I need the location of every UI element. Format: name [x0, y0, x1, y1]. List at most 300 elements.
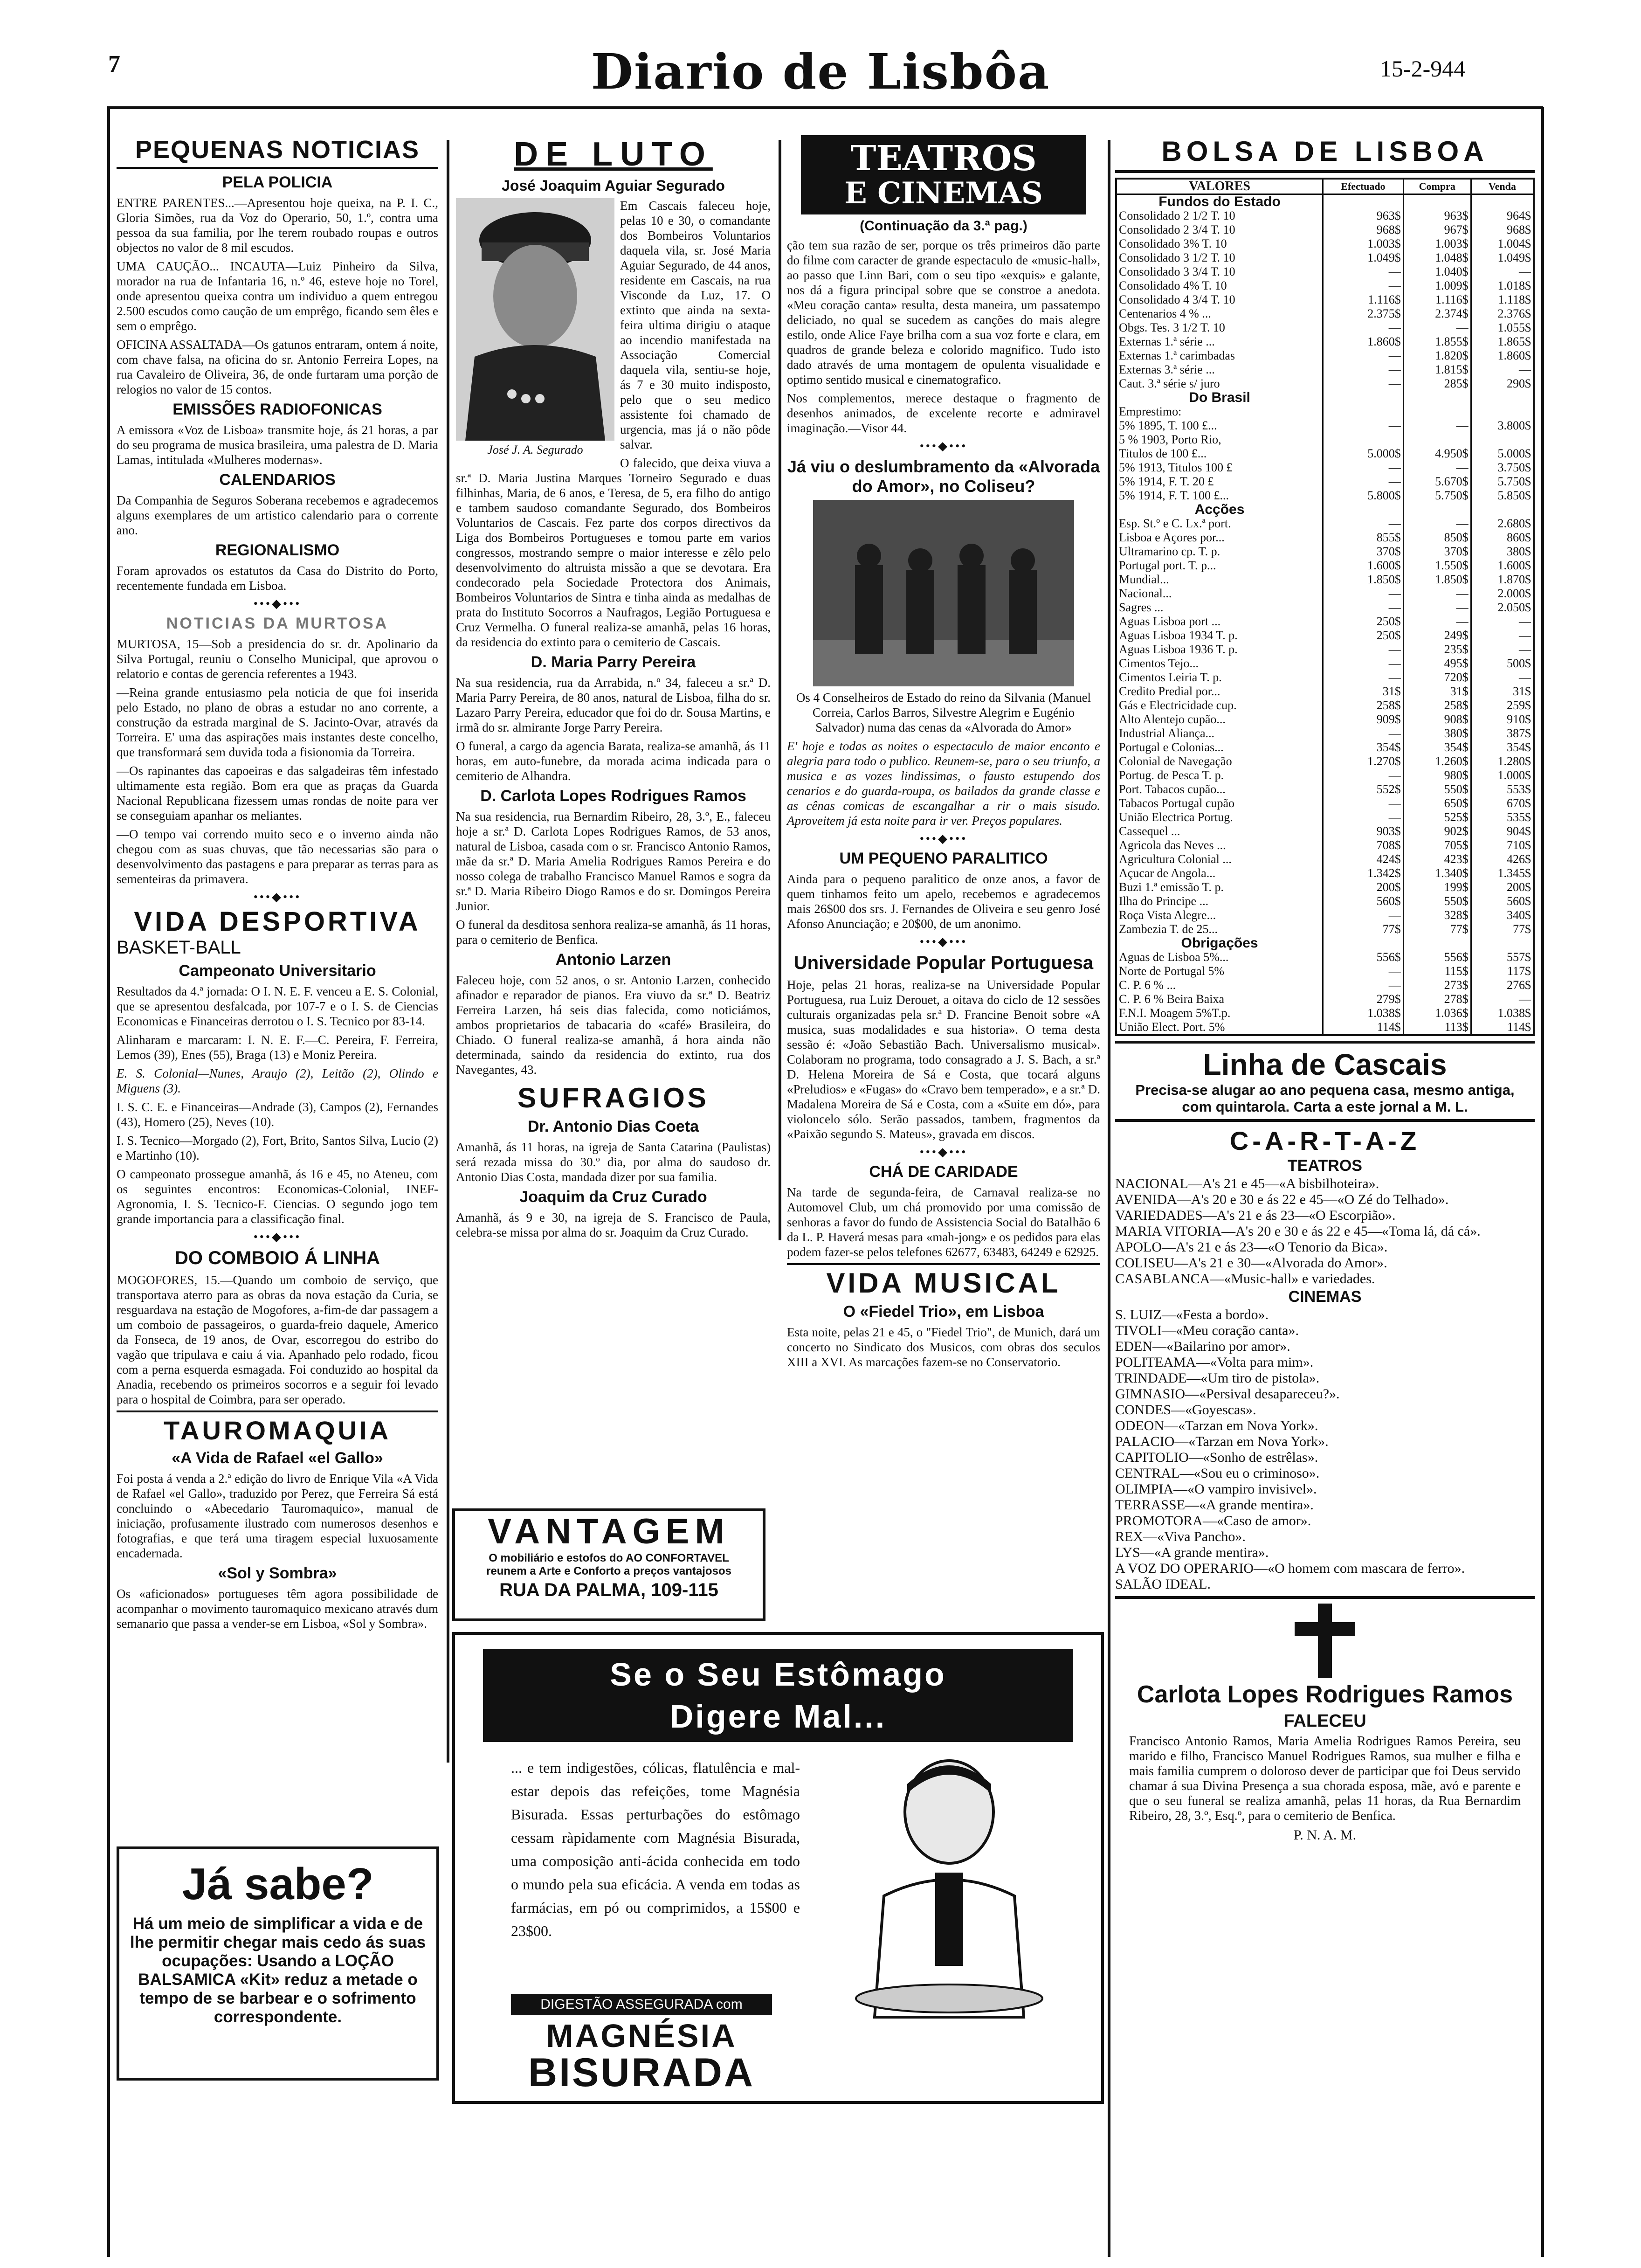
bolsa-security-name: Roça Vista Alegre... — [1119, 908, 1216, 922]
bolsa-section-row — [1116, 936, 1534, 950]
bolsa-price: 3.800$ — [1471, 419, 1534, 433]
bolsa-price: 557$ — [1471, 950, 1534, 964]
bolsa-price: — — [1323, 796, 1404, 810]
section-title-tauromaquia: TAUROMAQUIA — [117, 1411, 438, 1445]
bolsa-price: 4.950$ — [1403, 447, 1471, 461]
bolsa-row — [1116, 223, 1534, 237]
bolsa-price: 980$ — [1403, 768, 1471, 782]
subhead-sol-y-sombra: «Sol y Sombra» — [218, 1564, 337, 1582]
article-paragraph: O funeral da desditosa senhora realiza-se amanhã, ás 11 horas, para o cemiterio de Benfica. — [456, 918, 771, 947]
bolsa-row — [1116, 587, 1534, 601]
article-paragraph: —O tempo vai correndo muito seco e o inverno ainda não chegou com as suas chuvas, que tão necessarias são para o desenvolvimento das pastagens e para preparar as terras para as sementeiras da primavera. — [117, 827, 438, 886]
article-paragraph: Ainda para o pequeno paralitico de onze anos, a favor de quem tinhamos feito um apelo, recebemos e agradecemos mais 26$00 dos srs. J. Fernandes de Oliveira e seu genro José Afonso Anunciação; e 20$00, de um anonimo. — [787, 872, 1100, 931]
bolsa-price: — — [1323, 726, 1404, 740]
ad-ja-sabe-title: Já sabe? — [182, 1859, 374, 1909]
bolsa-price: 552$ — [1323, 782, 1404, 796]
bolsa-price: 1.865$ — [1471, 335, 1534, 349]
death-faleceu: FALECEU — [1283, 1711, 1366, 1731]
bolsa-price: 77$ — [1403, 922, 1471, 936]
bolsa-price: 550$ — [1403, 894, 1471, 908]
bolsa-price: 850$ — [1403, 531, 1471, 545]
bolsa-price: 968$ — [1323, 223, 1404, 237]
masthead-title: Diario de Lisbôa — [591, 43, 1050, 100]
subhead-fiedel: O «Fiedel Trio», em Lisboa — [843, 1303, 1044, 1321]
teatros-label: TEATROS — [1288, 1157, 1362, 1175]
bolsa-price: 1.116$ — [1403, 293, 1471, 307]
bolsa-price: 909$ — [1323, 712, 1404, 726]
bolsa-row — [1116, 405, 1534, 419]
bolsa-price: — — [1323, 377, 1404, 391]
bolsa-price: 963$ — [1323, 209, 1404, 223]
bolsa-header-cell: VALORES — [1116, 179, 1323, 194]
bolsa-section-label: Acções — [1194, 502, 1245, 517]
bolsa-row — [1116, 517, 1534, 531]
obituary-name: D. Carlota Lopes Rodrigues Ramos — [480, 787, 746, 805]
cartaz-teatro-entry: NACIONAL—A's 21 e 45—«A bisbilhoteira». — [1115, 1176, 1379, 1191]
bolsa-price: 354$ — [1403, 740, 1471, 754]
bolsa-section-row — [1116, 391, 1534, 405]
bolsa-price: 556$ — [1323, 950, 1404, 964]
bolsa-price: 31$ — [1403, 685, 1471, 698]
cartaz-cinema-entry: REX—«Viva Pancho». — [1115, 1529, 1246, 1544]
bolsa-row — [1116, 671, 1534, 685]
bolsa-security-name: 5% 1914, F. T. 20 £ — [1119, 475, 1214, 488]
bolsa-security-name: Buzi 1.ª emissão T. p. — [1119, 880, 1224, 894]
bolsa-price: — — [1323, 475, 1404, 489]
bolsa-price: 1.345$ — [1471, 866, 1534, 880]
bolsa-section-label: Do Brasil — [1189, 390, 1250, 405]
article-paragraph: Foram aprovados os estatutos da Casa do Distrito do Porto, recentemente fundada em Lisboa. — [117, 564, 438, 593]
bolsa-price: 1.003$ — [1323, 237, 1404, 251]
column-rule-1 — [447, 140, 449, 1763]
bolsa-price: 495$ — [1403, 657, 1471, 671]
bolsa-security-name: Agricola das Neves ... — [1119, 838, 1226, 852]
section-title-sufragios: SUFRAGIOS — [517, 1082, 709, 1113]
bolsa-price: 273$ — [1403, 978, 1471, 992]
bolsa-price: 556$ — [1403, 950, 1471, 964]
cartaz-cinema-entry: EDEN—«Bailarino por amor». — [1115, 1339, 1290, 1354]
bolsa-price: 1.049$ — [1471, 251, 1534, 265]
cartaz-teatro-entry: COLISEU—A's 21 e 30—«Alvorada do Amor». — [1115, 1255, 1387, 1271]
bolsa-security-name: Ilha do Principe ... — [1119, 894, 1209, 908]
bolsa-row — [1116, 307, 1534, 321]
bolsa-row — [1116, 545, 1534, 559]
bolsa-price: 5.750$ — [1403, 489, 1471, 503]
bolsa-price: 710$ — [1471, 838, 1534, 852]
bolsa-price: 1.855$ — [1403, 335, 1471, 349]
bolsa-price: 200$ — [1323, 880, 1404, 894]
section-title-luto: DE LUTO — [514, 136, 713, 173]
bolsa-price: 199$ — [1403, 880, 1471, 894]
subhead-policia: PELA POLICIA — [222, 173, 333, 191]
bolsa-row — [1116, 349, 1534, 363]
bolsa-row — [1116, 489, 1534, 503]
ad-vantagem-address: RUA DA PALMA, 109-115 — [499, 1580, 718, 1600]
article-paragraph: Na sua residencia, rua da Arrabida, n.º 34, faleceu a sr.ª D. Maria Parry Pereira, de 80 anos, natural de Lisboa, filha do sr. Lazaro Parry Pereira, educador que foi do dr. Sousa Martins, e irmã do sr. almirante Jorge Parry Pereira. — [456, 676, 771, 734]
bolsa-security-name: Aguas Lisboa port ... — [1119, 615, 1221, 628]
bolsa-row — [1116, 629, 1534, 643]
bolsa-security-name: União Elect. Port. 5% — [1119, 1020, 1225, 1034]
bolsa-price: 1.342$ — [1323, 866, 1404, 880]
bolsa-row — [1116, 810, 1534, 824]
bolsa-security-name: Colonial de Navegação — [1119, 754, 1232, 768]
bolsa-price: — — [1323, 671, 1404, 685]
bolsa-row — [1116, 824, 1534, 838]
cartaz-cinema-entry: PROMOTORA—«Caso de amor». — [1115, 1513, 1311, 1528]
article-paragraph: O falecido, que deixa viuva a sr.ª D. Maria Justina Marques Torneiro Segurado e duas filhinhas, Maria, de 6 anos, e Teresa, de 5, era filho do antigo e tambem saudoso comandante Segurado, dos Bombeiros Voluntarios de Cascais. Fez parte dos corpos directivos da Liga dos Bombeiros Portugueses e tomou parte em varios congressos, mostrando sempre o maior interesse e zêlo pelo desenvolvimento do altruista missão a que se devotara. Era condecorado pela Sociedade Protectora dos Animais, Bombeiros Voluntarios de Sintra e tinha ainda as medalhas de prata do Instituto Socorros a Naufragos, Legião Portuguesa e Cruz Vermelha. O funeral realiza-se amanhã, pelas 16 horas, da residencia do extinto para o cemiterio de Cascais. — [456, 456, 771, 649]
bolsa-row — [1116, 908, 1534, 922]
bolsa-row — [1116, 894, 1534, 908]
bolsa-security-name: Consolidado 3% T. 10 — [1119, 237, 1227, 250]
article-paragraph: O campeonato prossegue amanhã, ás 16 e 45, no Ateneu, com os seguintes encontros: Economicas-Colonial, INEF-Agronomia, I. S. Tecnico-F. Ciencias. O segundo jogo tem grande importancia para a classificação final. — [117, 1167, 438, 1226]
bolsa-row — [1116, 964, 1534, 978]
bolsa-price: 1.550$ — [1403, 559, 1471, 573]
cartaz-cinema-entry: POLITEAMA—«Volta para mim». — [1115, 1355, 1314, 1370]
bolsa-price: — — [1403, 419, 1471, 433]
bolsa-price: 903$ — [1323, 824, 1404, 838]
bolsa-security-name: Nacional... — [1119, 587, 1172, 600]
stage-photo — [813, 500, 1074, 686]
bolsa-price: 2.376$ — [1471, 307, 1534, 321]
masthead-date: 15-2-944 — [1380, 55, 1466, 82]
article-paragraph: O funeral, a cargo da agencia Barata, realiza-se amanhã, ás 11 horas, em auto-funebre, da morada acima indicada para o cemiterio de Alhandra. — [456, 739, 771, 783]
bolsa-security-name: Consolidado 4% T. 10 — [1119, 279, 1227, 292]
bolsa-security-name: Alto Alentejo cupão... — [1119, 712, 1226, 726]
bolsa-row — [1116, 1020, 1534, 1035]
bolsa-security-name: Cimentos Tejo... — [1119, 657, 1199, 670]
article-paragraph: —Os rapinantes das capoeiras e das salgadeiras têm infestado ultimamente esta região. Bom era que as praças da Guarda Nacional Republicana fizessem umas rondas de noite para ver se conseguiam apanhar os meliantes. — [117, 764, 438, 823]
bolsa-row — [1116, 950, 1534, 964]
cartaz-cinema-entry: CENTRAL—«Sou eu o criminoso». — [1115, 1466, 1320, 1481]
article-paragraph: Na sua residencia, rua Bernardim Ribeiro, 28, 3.º, E., faleceu hoje a sr.ª D. Carlota Lopes Rodrigues Ramos, de 53 anos, natural de Lisboa, casada com o sr. Francisco Antonio Ramos, mãe da sr.ª D. Maria Amelia Rodrigues Ramos Pereira e do nosso colega de trabalho Francisco Manuel Ramos e sogra da sr.ª D. Maria Ribeiro Diogo Ramos e do sr. Domingos Pereira Junior. — [456, 809, 771, 913]
subhead-universidade: Universidade Popular Portuguesa — [793, 953, 1094, 973]
cartaz-teatro-entry: AVENIDA—A's 20 e 30 e ás 22 e 45—«O Zé do Telhado». — [1115, 1192, 1449, 1207]
bolsa-price: 31$ — [1323, 685, 1404, 698]
bolsa-security-name: Açucar de Angola... — [1119, 866, 1216, 880]
bolsa-price: 1.116$ — [1323, 293, 1404, 307]
separator-ornament: •••◆••• — [253, 1230, 302, 1244]
bolsa-price: 426$ — [1471, 852, 1534, 866]
obituary-name: Antonio Larzen — [555, 951, 671, 968]
bolsa-price: 1.820$ — [1403, 349, 1471, 363]
bolsa-price: 560$ — [1471, 894, 1534, 908]
bolsa-price: 5.670$ — [1403, 475, 1471, 489]
bolsa-price: 2.680$ — [1471, 517, 1534, 531]
bolsa-price: 114$ — [1471, 1020, 1534, 1035]
column-rule-left — [107, 107, 110, 2257]
continuacao-note: (Continuação da 3.ª pag.) — [860, 218, 1027, 234]
column-rule-3 — [1108, 140, 1110, 2257]
article-paragraph: Da Companhia de Seguros Soberana recebemos e agradecemos alguns exemplares de um artistico calendario para o corrente ano. — [117, 493, 438, 537]
bolsa-row — [1116, 573, 1534, 587]
bolsa-price: 276$ — [1471, 978, 1534, 992]
bolsa-price: — — [1323, 657, 1404, 671]
bolsa-price: 910$ — [1471, 712, 1534, 726]
bolsa-price: 708$ — [1323, 838, 1404, 852]
bolsa-row — [1116, 712, 1534, 726]
separator-ornament: •••◆••• — [919, 439, 968, 453]
bolsa-row — [1116, 615, 1534, 629]
bolsa-price: 5.850$ — [1471, 489, 1534, 503]
bolsa-price: — — [1323, 768, 1404, 782]
bolsa-row — [1116, 363, 1534, 377]
bolsa-price: — — [1471, 265, 1534, 279]
bolsa-security-name: Ultramarino cp. T. p. — [1119, 545, 1220, 558]
separator-ornament: •••◆••• — [919, 1145, 968, 1159]
cinemas-list — [1115, 1307, 1535, 1592]
bolsa-row — [1116, 726, 1534, 740]
bolsa-security-name: Industrial Aliança... — [1119, 726, 1215, 740]
photo-caption: Os 4 Conselheiros de Estado do reino da Silvania (Manuel Correia, Carlos Barros, Silvestre Alegrim e Eugénio Salvador) numa das cenas da «Alvorada do Amor» — [796, 691, 1091, 734]
separator-ornament: •••◆••• — [253, 890, 302, 904]
bolsa-price: 77$ — [1323, 922, 1404, 936]
bolsa-price: 855$ — [1323, 531, 1404, 545]
bolsa-price: 1.004$ — [1471, 237, 1534, 251]
bolsa-price: 1.038$ — [1323, 1006, 1404, 1020]
section-title: PEQUENAS NOTICIAS — [117, 135, 438, 169]
subhead-murtosa: NOTICIAS DA MURTOSA — [166, 615, 389, 632]
article-paragraph: Amanhã, ás 9 e 30, na igreja de S. Francisco de Paula, celebra-se missa por alma do sr. Joaquim da Cruz Curado. — [456, 1210, 771, 1239]
ad-vantagem-text: O mobiliário e estofos do AO CONFORTAVEL reunem a Arte e Conforto a preços vantajosos — [486, 1552, 731, 1577]
bolsa-security-name: Consolidado 3 3/4 T. 10 — [1119, 265, 1235, 278]
bolsa-price: 1.009$ — [1403, 279, 1471, 293]
death-notice — [1115, 1599, 1535, 1843]
death-text: Francisco Antonio Ramos, Maria Amelia Rodrigues Ramos Pereira, seu marido e filho, Francisco Manuel Rodrigues Ramos, sua mulher e filha e mais familia cumprem o doloroso dever de participar que foi Deus servido chamar á sua Divina Presença a sua chorada esposa, mãe, avó e parente e que o seu funeral se realiza amanhã, pelas 11 horas, da Rua Bernardim Ribeiro, 28, 3.º, Esq.º, para o cemiterio de Benfica. — [1129, 1734, 1521, 1823]
article-paragraph: Alinharam e marcaram: I. N. E. F.—C. Pereira, F. Ferreira, Lemos (39), Enes (55), Braga (13) e Moniz Pereira. — [117, 1033, 438, 1062]
subhead-paralitico: UM PEQUENO PARALITICO — [839, 850, 1048, 867]
bolsa-price: — — [1403, 601, 1471, 615]
separator-ornament: •••◆••• — [919, 935, 968, 948]
bolsa-row — [1116, 657, 1534, 671]
bolsa-price: 328$ — [1403, 908, 1471, 922]
cartaz-cinema-entry: S. LUIZ—«Festa a bordo». — [1115, 1307, 1269, 1322]
bolsa-price: — — [1323, 349, 1404, 363]
article-paragraph: I. S. C. E. e Financeiras—Andrade (3), Campos (2), Fernandes (43), Homero (25), Neves (10). — [117, 1100, 438, 1129]
cartaz-cinema-entry: TRINDADE—«Um tiro de pistola». — [1115, 1370, 1320, 1386]
ad-brand-2: BISURADA — [528, 2050, 755, 2095]
obituary-name: José Joaquim Aguiar Segurado — [502, 177, 725, 194]
bolsa-security-name: F.N.I. Moagem 5%T.p. — [1119, 1006, 1231, 1020]
bolsa-price: 5.750$ — [1471, 475, 1534, 489]
bolsa-security-name: Consolidado 4 3/4 T. 10 — [1119, 293, 1235, 306]
bolsa-price: 249$ — [1403, 629, 1471, 643]
bolsa-price: 115$ — [1403, 964, 1471, 978]
bolsa-price: 370$ — [1323, 545, 1404, 559]
bolsa-price: 1.850$ — [1323, 573, 1404, 587]
bolsa-price: 200$ — [1471, 880, 1534, 894]
bolsa-row — [1116, 978, 1534, 992]
bolsa-price: 250$ — [1323, 629, 1404, 643]
bolsa-price: 285$ — [1403, 377, 1471, 391]
bolsa-row — [1116, 852, 1534, 866]
bolsa-price: 258$ — [1403, 698, 1471, 712]
bolsa-price: 525$ — [1403, 810, 1471, 824]
bolsa-row — [1116, 475, 1534, 489]
bolsa-price: 902$ — [1403, 824, 1471, 838]
ad-ja-sabe — [117, 1846, 439, 2081]
column-teatros — [787, 135, 1100, 1369]
article-paragraph: E. S. Colonial—Nunes, Araujo (2), Leitão (2), Olindo e Miguens (3). — [117, 1066, 438, 1095]
bolsa-price: 387$ — [1471, 726, 1534, 740]
bolsa-price: 1.049$ — [1323, 251, 1404, 265]
cartaz-teatro-entry: VARIEDADES—A's 21 e ás 23—«O Escorpião». — [1115, 1208, 1396, 1223]
cartaz-cinema-entry: OLIMPIA—«O vampiro invisivel». — [1115, 1481, 1317, 1497]
bolsa-price: 278$ — [1403, 992, 1471, 1006]
bolsa-price — [1471, 433, 1534, 447]
bolsa-price: — — [1323, 978, 1404, 992]
man-illustration — [837, 1756, 1061, 2017]
basket-label: BASKET-BALL — [117, 937, 241, 958]
bolsa-price: 560$ — [1323, 894, 1404, 908]
bolsa-price: — — [1471, 363, 1534, 377]
column-rule-2 — [779, 140, 781, 1240]
bolsa-row — [1116, 796, 1534, 810]
bolsa-price: — — [1471, 629, 1534, 643]
bolsa-security-name: Port. Tabacos cupão... — [1119, 782, 1226, 796]
bolsa-price: 1.815$ — [1403, 363, 1471, 377]
bolsa-price: 259$ — [1471, 698, 1534, 712]
bolsa-security-name: Consolidado 3 1/2 T. 10 — [1119, 251, 1235, 264]
bolsa-table — [1115, 178, 1535, 1036]
bolsa-security-name: Lisboa e Açores por... — [1119, 531, 1225, 544]
bolsa-security-name: Consolidado 2 3/4 T. 10 — [1119, 223, 1235, 236]
bolsa-price: 1.055$ — [1471, 321, 1534, 335]
bolsa-price: — — [1323, 461, 1404, 475]
bolsa-price: 117$ — [1471, 964, 1534, 978]
bolsa-security-name: Aguas Lisboa 1936 T. p. — [1119, 643, 1238, 656]
bolsa-price: 904$ — [1471, 824, 1534, 838]
bolsa-price: 964$ — [1471, 209, 1534, 223]
bolsa-price: 1.118$ — [1471, 293, 1534, 307]
bolsa-header-cell: Efectuado — [1323, 179, 1404, 194]
ad-linha-cascais — [1115, 1041, 1535, 1122]
bolsa-row — [1116, 433, 1534, 447]
bolsa-price — [1323, 405, 1404, 419]
ad-vantagem-title: VANTAGEM — [488, 1512, 730, 1551]
cartaz-cinema-entry: LYS—«A grande mentira». — [1115, 1545, 1269, 1560]
bolsa-price: 235$ — [1403, 643, 1471, 657]
bolsa-price: — — [1323, 643, 1404, 657]
portrait-photo — [456, 198, 614, 441]
bolsa-price: 1.280$ — [1471, 754, 1534, 768]
bolsa-price: 1.270$ — [1323, 754, 1404, 768]
bolsa-row — [1116, 1006, 1534, 1020]
bolsa-price: 720$ — [1403, 671, 1471, 685]
bolsa-price: — — [1471, 643, 1534, 657]
ad-cascais-title: Linha de Cascais — [1203, 1048, 1447, 1081]
bolsa-price: 1.870$ — [1471, 573, 1534, 587]
bolsa-price: 2.000$ — [1471, 587, 1534, 601]
bolsa-security-name: União Electrica Portug. — [1119, 810, 1233, 824]
section-title-vida-musical: VIDA MUSICAL — [787, 1263, 1100, 1299]
bolsa-row — [1116, 209, 1534, 223]
bolsa-security-name: Emprestimo: — [1119, 405, 1182, 418]
bolsa-price: 1.038$ — [1471, 1006, 1534, 1020]
cartaz-cinema-entry: GIMNASIO—«Persival desapareceu?». — [1115, 1386, 1340, 1402]
cartaz-cinema-entry: CAPITOLIO—«Sonho de estrêlas». — [1115, 1450, 1318, 1465]
bolsa-price: 1.000$ — [1471, 768, 1534, 782]
bolsa-security-name: Credito Predial por... — [1119, 685, 1220, 698]
bolsa-security-name: Aguas Lisboa 1934 T. p. — [1119, 629, 1238, 642]
bolsa-security-name: 5 % 1903, Porto Rio, — [1119, 433, 1221, 446]
bolsa-row — [1116, 447, 1534, 461]
bolsa-price: 500$ — [1471, 657, 1534, 671]
ad-cascais-text: Precisa-se alugar ao ano pequena casa, mesmo antiga, com quintarola. Carta a este jornal a M. L. — [1135, 1082, 1515, 1115]
article-paragraph: Em Cascais faleceu hoje, pelas 10 e 30, o comandante dos Bombeiros Voluntarios daquela vila, sr. José Maria Aguiar Segurado, de 44 anos, residente em Cascais, na rua Visconde da Luz, 17. O extinto que ainda na sexta-feira ultima dirigiu o ataque ao incendio manifestada na Associação Comercial daquela vila, sentiu-se hoje, ás 7 e 30 muito indisposto, pelo que o seu medico assistente foi chamado de urgencia, mas já o não pôde salvar. — [620, 199, 771, 451]
subhead-cha: CHÁ DE CARIDADE — [869, 1163, 1018, 1181]
article-paragraph: I. S. Tecnico—Morgado (2), Fort, Brito, Santos Silva, Lucio (2) e Martinho (10). — [117, 1134, 438, 1162]
subhead-campeonato: Campeonato Universitario — [179, 962, 376, 980]
bolsa-price: 258$ — [1323, 698, 1404, 712]
bolsa-security-name: Consolidado 2 1/2 T. 10 — [1119, 209, 1235, 222]
bolsa-security-name: Externas 1.ª série ... — [1119, 335, 1215, 348]
bolsa-row — [1116, 782, 1534, 796]
bolsa-price: — — [1323, 601, 1404, 615]
bolsa-security-name: Agricultura Colonial ... — [1119, 852, 1232, 866]
bolsa-price: 1.040$ — [1403, 265, 1471, 279]
ad-magnesia-bisurada — [452, 1632, 1104, 2104]
bolsa-row — [1116, 685, 1534, 698]
ad-vantagem — [452, 1508, 765, 1621]
bolsa-section-row — [1116, 503, 1534, 517]
ad-banner: Se o Seu Estômago Digere Mal... — [483, 1649, 1073, 1742]
bolsa-price: — — [1403, 517, 1471, 531]
bolsa-price: 670$ — [1471, 796, 1534, 810]
bolsa-row — [1116, 237, 1534, 251]
column-bolsa — [1115, 135, 1535, 2257]
bolsa-security-name: Portugal port. T. p... — [1119, 559, 1216, 572]
bolsa-security-name: Zambezia T. de 25... — [1119, 922, 1218, 936]
cinemas-label: CINEMAS — [1288, 1288, 1362, 1306]
photo-caption: José J. A. Segurado — [487, 443, 583, 456]
bolsa-price: — — [1403, 587, 1471, 601]
bolsa-price: 908$ — [1403, 712, 1471, 726]
bolsa-price: 2.050$ — [1471, 601, 1534, 615]
separator-ornament: •••◆••• — [919, 832, 968, 845]
separator-ornament: •••◆••• — [253, 597, 302, 610]
masthead-rule — [107, 106, 1543, 109]
bolsa-price: 1.048$ — [1403, 251, 1471, 265]
cartaz-cinema-entry: ODEON—«Tarzan em Nova York». — [1115, 1418, 1318, 1433]
bolsa-price: 380$ — [1403, 726, 1471, 740]
bolsa-price: 967$ — [1403, 223, 1471, 237]
article-paragraph: ENTRE PARENTES...—Apresentou hoje queixa, na P. I. C., Gloria Simões, rua da Voz do Operario, 50, 1.º, contra uma pessoa da sua familia, por lhe terem roubado roupas e outros objectos no valor de 8 mil escudos. — [117, 196, 438, 255]
article-paragraph: MOGOFORES, 15.—Quando um comboio de serviço, que transportava aterro para as obras da nova estação da Curia, se resguardava na estação de Mogofores, a-fim-de dar passagem a um comboio de passageiros, o guarda-freio daquele, Americo da Fonseca, de 19 anos, de Ovar, escorregou do estribo do vagão que tripulava e caiu á via. Apanhado pelo rodado, ficou com a perna esquerda esmagada. Foi conduzido ao hospital da Anadia, recebendo os primeiros socorros e a seguir foi levado para o hospital de Coimbra, para ser operado. — [117, 1273, 438, 1406]
bolsa-section-row — [1116, 194, 1534, 209]
bolsa-price: 1.600$ — [1471, 559, 1534, 573]
page-number: 7 — [108, 51, 120, 77]
bolsa-price — [1403, 405, 1471, 419]
bolsa-row — [1116, 838, 1534, 852]
bolsa-security-name: C. P. 6 % Beira Baixa — [1119, 992, 1225, 1006]
bolsa-price: 553$ — [1471, 782, 1534, 796]
bolsa-price — [1403, 433, 1471, 447]
bolsa-price: — — [1323, 587, 1404, 601]
cartaz-cinema-entry: CONDES—«Goyescas». — [1115, 1402, 1256, 1418]
bolsa-section-label: Obrigações — [1181, 935, 1258, 951]
obituary-name: D. Maria Parry Pereira — [531, 653, 696, 671]
bolsa-section-label: Fundos do Estado — [1158, 194, 1281, 209]
bolsa-row — [1116, 698, 1534, 712]
cartaz-title: C-A-R-T-A-Z — [1229, 1126, 1420, 1155]
bolsa-row — [1116, 768, 1534, 782]
bolsa-row — [1116, 559, 1534, 573]
article-paragraph: Os «aficionados» portugueses têm agora possibilidade de acompanhar o movimento tauromaquico mexicano através dum semanario que passa a vender-se em Lisboa, «Sol y Sombra». — [117, 1587, 438, 1631]
bolsa-row — [1116, 740, 1534, 754]
bolsa-price: 5.000$ — [1471, 447, 1534, 461]
ad-tag: DIGESTÃO ASSEGURADA com — [511, 1994, 772, 2015]
bolsa-security-name: Sagres ... — [1119, 601, 1164, 614]
